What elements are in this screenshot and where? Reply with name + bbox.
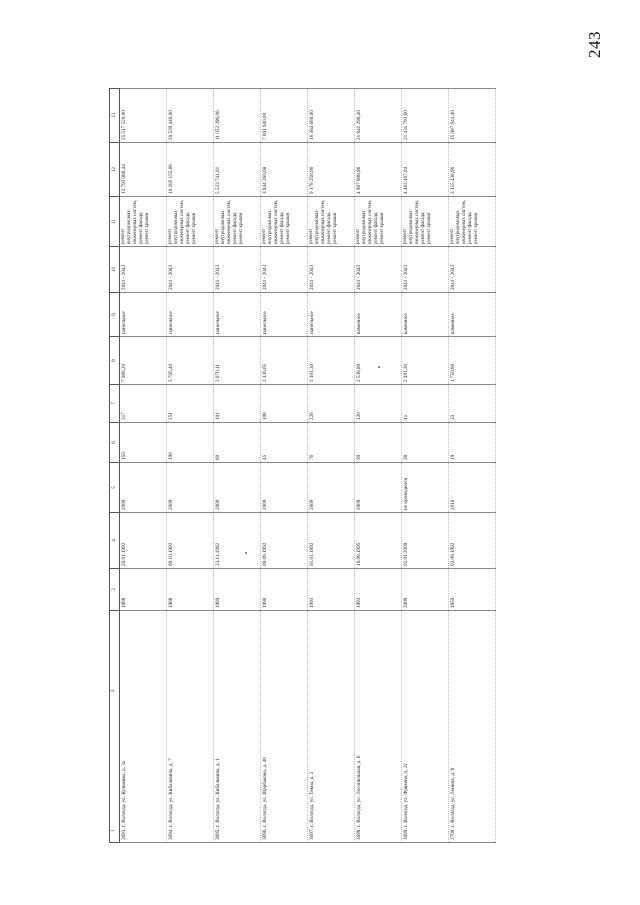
total-cell: 18 364 680,00 [308, 89, 355, 143]
column-header: 8 [110, 337, 120, 385]
c6-cell: 80 [214, 423, 261, 463]
date-cell: 02.09.1992 [449, 513, 496, 569]
c7-cell: 41 [402, 385, 449, 423]
table-row [261, 89, 308, 843]
year-built-cell: 1959 [449, 569, 496, 611]
column-header-label: 1 [111, 829, 116, 832]
area-cell: 7 088,20 [120, 337, 167, 385]
column-header: 13 [110, 89, 120, 143]
address-text: г. Вологда, ул. Ленина, д. 8 [450, 767, 456, 828]
c6-cell: 39 [355, 423, 402, 463]
cost-cell: 3 844 260,68 [261, 143, 308, 197]
rotated-table-container [109, 90, 499, 843]
table-row [120, 89, 167, 843]
page-number: 243 [585, 31, 604, 58]
column-header: 10 [110, 247, 120, 293]
column-header: 11 [110, 197, 120, 247]
c7-cell: 317 [120, 385, 167, 423]
works-cell: ремонт внутридомовых инженерных систем, ремонт фасада, ремонт крыши [402, 197, 449, 247]
row-number: 3694. [168, 828, 174, 840]
c6-cell: 19 [449, 423, 496, 463]
address-text: г. Вологда, ул. Текна, д. 2 [309, 771, 315, 828]
total-cell: 7 691 940,00 [261, 89, 308, 143]
date-cell: 20.01.1992 [120, 513, 167, 569]
c6-cell: 150 [120, 423, 167, 463]
address-text: г. Вологда, ул. Щербакова, д. 46 [262, 757, 268, 828]
address-cell [167, 611, 214, 843]
cost-cell: 4 482 167,04 [402, 143, 449, 197]
year-cell: 2009 [308, 463, 355, 513]
column-header-row [110, 89, 120, 843]
row-number: 3697. [309, 828, 315, 840]
c6-cell: 100 [167, 423, 214, 463]
table-body [120, 89, 496, 843]
c7-cell: 108 [261, 385, 308, 423]
year-cell: не проводился [402, 463, 449, 513]
period-cell: 2041 - 2043 [402, 247, 449, 293]
area-cell: 2 491,20 [402, 337, 449, 385]
row-number: 3696. [262, 828, 268, 840]
total-cell: 20 539 440,00 [167, 89, 214, 143]
column-header: 3 [110, 569, 120, 611]
material-cell: панельное [214, 293, 261, 337]
address-text: г. Вологда, ул. Кибальчича, д. 7 [168, 758, 174, 828]
total-cell: 21 431 793,60 [402, 89, 449, 143]
address-cell [449, 611, 496, 843]
year-cell: 2009 [167, 463, 214, 513]
year-cell: 2010 [449, 463, 496, 513]
period-cell: 2041 - 2043 [355, 247, 402, 293]
material-cell: каменное [449, 293, 496, 337]
cost-cell: 3 155 436,96 [449, 143, 496, 197]
area-cell: 2 136,65 [261, 337, 308, 385]
address-cell [355, 611, 402, 843]
period-cell: 2041 - 2043 [214, 247, 261, 293]
year-built-cell: 2009 [402, 569, 449, 611]
material-cell: каменное [355, 293, 402, 337]
table-row [308, 89, 355, 843]
address-cell [120, 611, 167, 843]
column-header-label: 2 [111, 689, 116, 692]
cost-cell: 4 967 808,96 [355, 143, 402, 197]
column-header [110, 611, 120, 843]
works-cell: ремонт внутридомовых инженерных систем, ремонт фасада, ремонт крыши [167, 197, 214, 247]
total-cell: 25 517 520,00 [120, 89, 167, 143]
address-cell [308, 611, 355, 843]
area-cell: 5 101,30 [308, 337, 355, 385]
year-cell: 2009 [355, 463, 402, 513]
address-cell [261, 611, 308, 843]
cost-cell: 12 793 088,44 [120, 143, 167, 197]
period-cell: 2041 - 2043 [167, 247, 214, 293]
address-text: г. Вологда, ул. Кибальчича, д. 1 [215, 758, 221, 828]
address-text: г. Вологда, ул. Фрязина, д. 2г [403, 763, 409, 828]
column-header: 12 [110, 143, 120, 197]
works-cell: ремонт внутридомовых инженерных систем, ремонт фасада, ремонт крыши [308, 197, 355, 247]
period-cell: 2041 - 2043 [449, 247, 496, 293]
total-cell: 15 087 941,40 [449, 89, 496, 143]
c7-cell: 191 [214, 385, 261, 423]
address-text: г. Вологда, ул. Лесопильная, д. 6 [356, 755, 362, 828]
c7-cell: 120 [355, 385, 402, 423]
date-cell: 09.10.1992 [167, 513, 214, 569]
year-built-cell: 1991 [308, 569, 355, 611]
c7-cell: 251 [167, 385, 214, 423]
date-cell: 01.01.1992 [308, 513, 355, 569]
total-cell: 11 052 396,00 [214, 89, 261, 143]
year-built-cell: 1988 [167, 569, 214, 611]
housing-repair-table [109, 88, 496, 843]
works-cell: ремонт внутридомовых инженерных систем, ремонт фасада, ремонт крыши [449, 197, 496, 247]
c6-cell: 76 [308, 423, 355, 463]
c7-cell: 228 [308, 385, 355, 423]
works-cell: ремонт внутридомовых инженерных систем, ремонт фасада, ремонт крыши [120, 197, 167, 247]
period-cell: 2041 - 2043 [261, 247, 308, 293]
column-header: 9 [110, 293, 120, 337]
material-cell: каменное [402, 293, 449, 337]
area-cell: 5 705,40 [167, 337, 214, 385]
row-number: 3695. [215, 828, 221, 840]
material-cell: панельное [308, 293, 355, 337]
address-cell [214, 611, 261, 843]
table-row [449, 89, 496, 843]
date-cell: 01.01.2009 [402, 513, 449, 569]
works-cell: ремонт внутридомовых инженерных систем, ремонт фасада, ремонт крыши [355, 197, 402, 247]
cost-cell: 9 178 258,96 [308, 143, 355, 197]
column-header: 5 [110, 463, 120, 513]
year-cell: 2009 [261, 463, 308, 513]
date-cell: 23.11.1992 [214, 513, 261, 569]
row-number: 3693. [121, 828, 127, 840]
address-cell [402, 611, 449, 843]
column-header: 6 [110, 423, 120, 463]
row-number: 3698. [356, 828, 362, 840]
row-number: 3699. [403, 828, 409, 840]
c6-cell: 38 [402, 423, 449, 463]
year-built-cell: 1989 [214, 569, 261, 611]
cost-cell: 5 523 741,91 [214, 143, 261, 197]
table-row [167, 89, 214, 843]
material-cell: панельное [261, 293, 308, 337]
period-cell: 2041 - 2043 [120, 247, 167, 293]
year-cell: 2009 [214, 463, 261, 513]
period-cell: 2041 - 2043 [308, 247, 355, 293]
cost-cell: 10 285 155,68 [167, 143, 214, 197]
scan-speck [245, 552, 247, 554]
address-text: г. Вологда, ул. Кузьмина, д. 3а [121, 760, 127, 828]
table-row [402, 89, 449, 843]
table-row [214, 89, 261, 843]
material-cell: панельное [120, 293, 167, 337]
area-cell: 1 750,80 [449, 337, 496, 385]
total-cell: 21 841 296,40 [355, 89, 402, 143]
date-cell: 09.09.1992 [261, 513, 308, 569]
area-cell: 3 070,11 [214, 337, 261, 385]
year-cell: 2009 [120, 463, 167, 513]
date-cell: 18.08.1995 [355, 513, 402, 569]
row-number: 3700. [450, 828, 456, 840]
column-header: 7 [110, 385, 120, 423]
year-built-cell: 1993 [355, 569, 402, 611]
material-cell: панельное [167, 293, 214, 337]
column-header: 4 [110, 513, 120, 569]
year-built-cell: 1990 [261, 569, 308, 611]
works-cell: ремонт внутридомовых инженерных систем, ремонт фасада, ремонт крыши [214, 197, 261, 247]
c7-cell: 33 [449, 385, 496, 423]
area-cell: 2 538,80 [355, 337, 402, 385]
scan-speck [378, 366, 380, 368]
table-row [355, 89, 402, 843]
year-built-cell: 1988 [120, 569, 167, 611]
works-cell: ремонт внутридомовых инженерных систем, ремонт фасада, ремонт крыши [261, 197, 308, 247]
c6-cell: 45 [261, 423, 308, 463]
